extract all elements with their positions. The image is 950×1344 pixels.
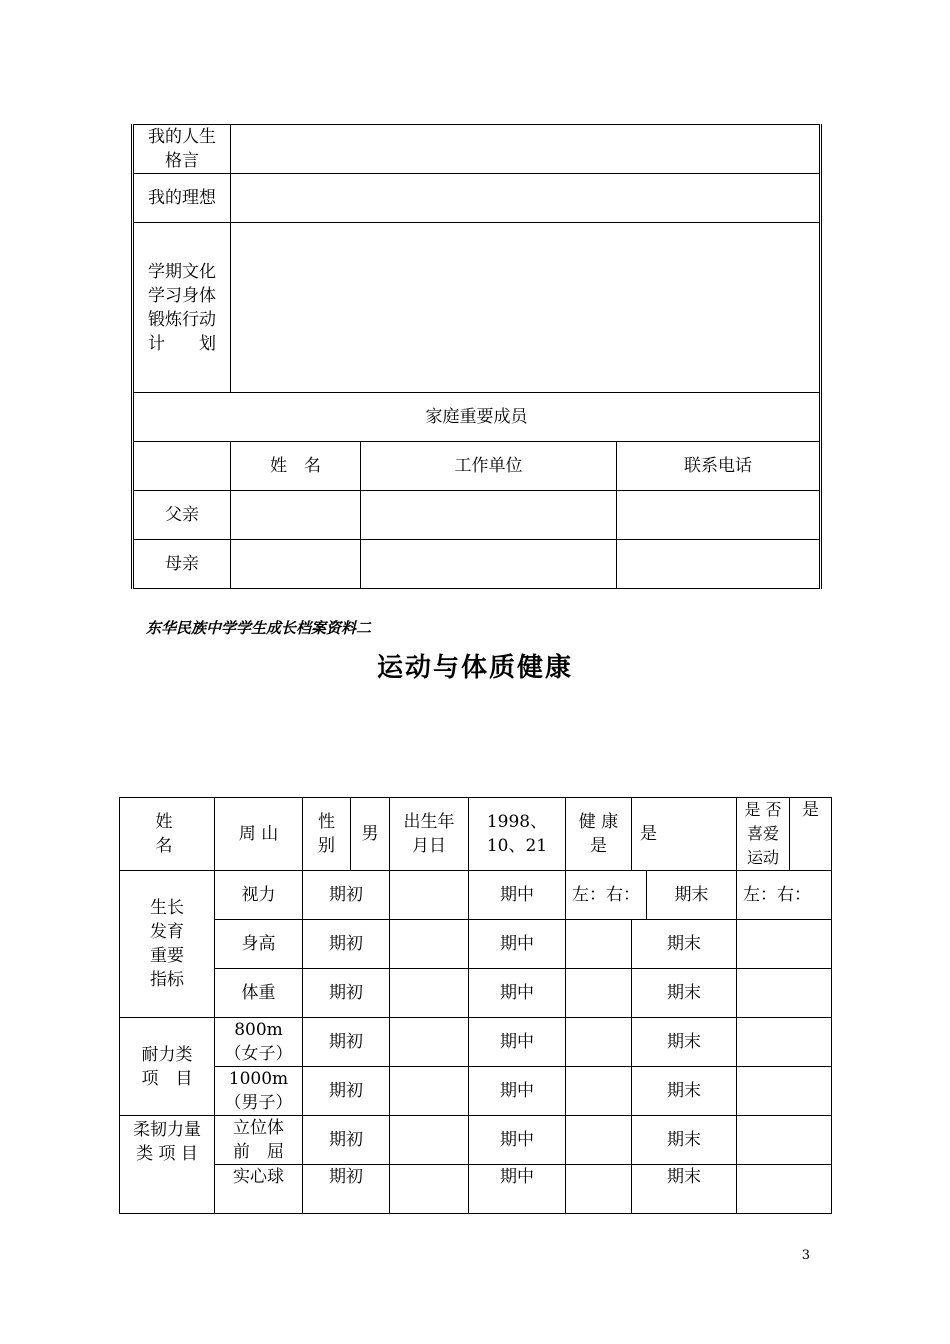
weight-mid-label: 期中	[469, 969, 566, 1018]
name-label: 姓 名	[120, 798, 215, 871]
medicine-ball-end-label: 期末	[632, 1165, 737, 1214]
father-phone-cell[interactable]	[617, 491, 821, 540]
run-1000-end-cell[interactable]	[737, 1067, 832, 1116]
plan-label-text: 学期文化学习身体锻炼行动计 划	[148, 261, 216, 354]
height-end-label: 期末	[632, 920, 737, 969]
mother-name-cell[interactable]	[231, 540, 361, 589]
weight-start-label: 期初	[303, 969, 390, 1018]
height-label: 身高	[215, 920, 303, 969]
gender-label: 性别	[303, 798, 351, 871]
forward-bend-start-label: 期初	[303, 1116, 390, 1165]
health-value[interactable]: 是	[632, 798, 737, 871]
vision-start-cell[interactable]	[390, 871, 469, 920]
sports-health-table	[119, 797, 832, 1214]
forward-bend-end-label: 期末	[632, 1116, 737, 1165]
vision-end-label: 期末	[647, 871, 737, 920]
ideal-label: 我的理想	[133, 174, 231, 223]
mother-label: 母亲	[133, 540, 231, 589]
run-1000-mid-label: 期中	[469, 1067, 566, 1116]
father-name-cell[interactable]	[231, 491, 361, 540]
weight-start-cell[interactable]	[390, 969, 469, 1018]
vision-mid-label: 期中	[469, 871, 566, 920]
weight-label: 体重	[215, 969, 303, 1018]
run-800-start-label: 期初	[303, 1018, 390, 1067]
family-corner-cell	[133, 442, 231, 491]
height-start-label: 期初	[303, 920, 390, 969]
run-1000-label: 1000m（男子）	[215, 1067, 303, 1116]
medicine-ball-start-cell[interactable]	[390, 1165, 469, 1214]
growth-group-label: 生长发育重要指标	[120, 871, 215, 1018]
birth-value[interactable]: 1998、10、21	[469, 798, 566, 871]
run-800-mid-cell[interactable]	[566, 1018, 632, 1067]
plan-cell[interactable]	[231, 223, 821, 393]
medicine-ball-end-cell[interactable]	[737, 1165, 832, 1214]
run-800-mid-label: 期中	[469, 1018, 566, 1067]
col-work-header: 工作单位	[361, 442, 617, 491]
weight-end-cell[interactable]	[737, 969, 832, 1018]
page-title: 运动与体质健康	[376, 653, 573, 683]
page-number: 3	[801, 1248, 810, 1263]
gender-value[interactable]: 男	[351, 798, 390, 871]
run-1000-start-label: 期初	[303, 1067, 390, 1116]
flex-group-label: 柔韧力量类 项 目	[120, 1116, 215, 1214]
sport-label: 是 否 喜爱 运动	[737, 798, 790, 871]
name-value[interactable]: 周 山	[215, 798, 303, 871]
medicine-ball-label: 实心球	[215, 1165, 303, 1214]
vision-end-cell[interactable]: 左：右：	[737, 871, 832, 920]
col-phone-header: 联系电话	[617, 442, 821, 491]
mother-work-cell[interactable]	[361, 540, 617, 589]
weight-end-label: 期末	[632, 969, 737, 1018]
weight-mid-cell[interactable]	[566, 969, 632, 1018]
forward-bend-mid-label: 期中	[469, 1116, 566, 1165]
health-label: 健 康是	[566, 798, 632, 871]
run-1000-mid-cell[interactable]	[566, 1067, 632, 1116]
vision-label: 视力	[215, 871, 303, 920]
forward-bend-mid-cell[interactable]	[566, 1116, 632, 1165]
run-1000-end-label: 期末	[632, 1067, 737, 1116]
run-1000-start-cell[interactable]	[390, 1067, 469, 1116]
motto-cell[interactable]	[231, 125, 821, 174]
run-800-label: 800m（女子）	[215, 1018, 303, 1067]
forward-bend-end-cell[interactable]	[737, 1116, 832, 1165]
endurance-group-label: 耐力类项 目	[120, 1018, 215, 1116]
forward-bend-start-cell[interactable]	[390, 1116, 469, 1165]
run-800-start-cell[interactable]	[390, 1018, 469, 1067]
father-label: 父亲	[133, 491, 231, 540]
medicine-ball-mid-cell[interactable]	[566, 1165, 632, 1214]
ideal-cell[interactable]	[231, 174, 821, 223]
col-name-header: 姓 名	[231, 442, 361, 491]
personal-info-table	[131, 124, 822, 589]
run-800-end-cell[interactable]	[737, 1018, 832, 1067]
height-mid-label: 期中	[469, 920, 566, 969]
mother-phone-cell[interactable]	[617, 540, 821, 589]
father-work-cell[interactable]	[361, 491, 617, 540]
family-header: 家庭重要成员	[133, 393, 821, 442]
plan-label	[133, 223, 231, 393]
medicine-ball-start-label: 期初	[303, 1165, 390, 1214]
height-end-cell[interactable]	[737, 920, 832, 969]
run-800-end-label: 期末	[632, 1018, 737, 1067]
vision-mid-cell[interactable]: 左：右：	[566, 871, 647, 920]
motto-label: 我的人生格言	[133, 125, 231, 174]
sport-value[interactable]: 是	[790, 798, 832, 871]
medicine-ball-mid-label: 期中	[469, 1165, 566, 1214]
document-subtitle: 东华民族中学学生成长档案资料二	[146, 619, 372, 637]
height-start-cell[interactable]	[390, 920, 469, 969]
height-mid-cell[interactable]	[566, 920, 632, 969]
forward-bend-label: 立位体前 屈	[215, 1116, 303, 1165]
vision-start-label: 期初	[303, 871, 390, 920]
birth-label: 出生年月日	[390, 798, 469, 871]
